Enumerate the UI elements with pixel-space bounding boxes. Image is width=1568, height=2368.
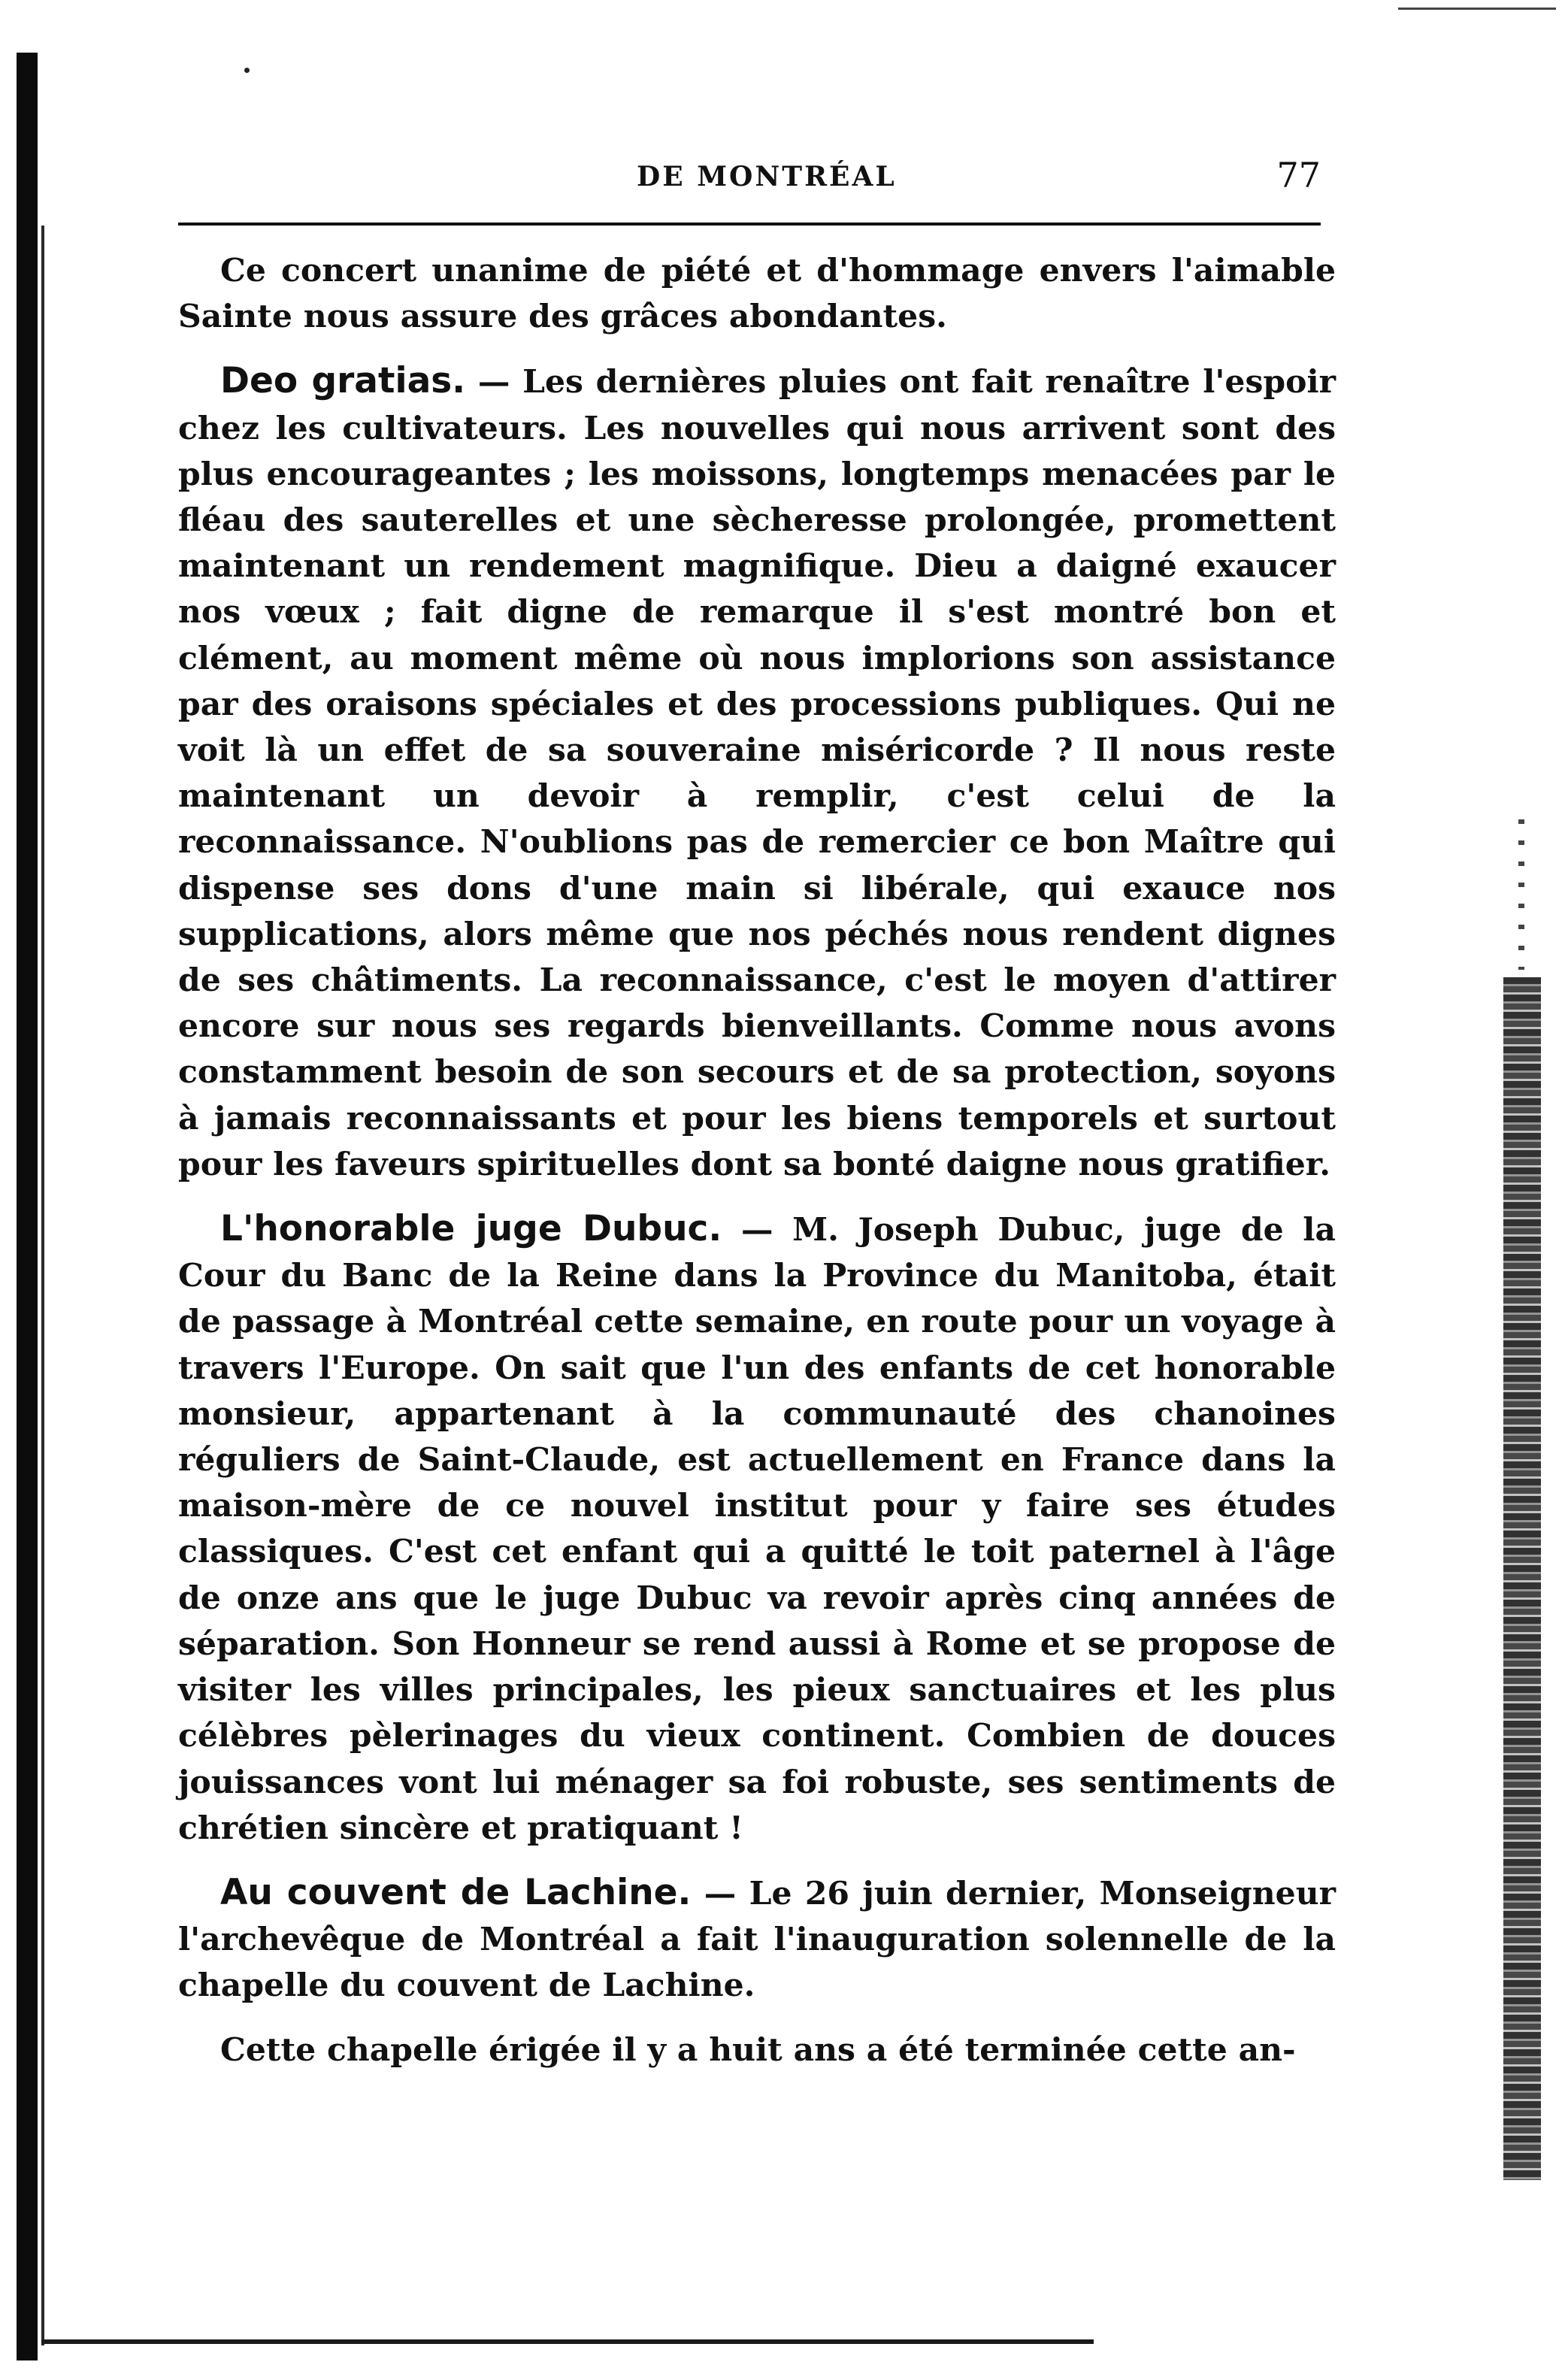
scan-bottom-edge: [41, 2339, 1094, 2344]
running-title: DE MONTRÉAL: [637, 161, 897, 192]
paragraph-text: — M. Joseph Dubuc, juge de la Cour du Banc de la Reine dans la Province du Manitoba, était de passage à Montréal cette semaine, en route pour un voyage à travers l'Europe. On sait que l'un des enfants de cet honorable monsieur, appartenant à la communauté des chanoines réguliers de Saint-Claude, est actuellement en France dans la maison-mère de ce nouvel institut pour y faire ses études classiques. C'est cet enfant qui a quitté le toit paternel à l'âge de onze ans que le juge Dubuc va revoir après cinq années de séparation. Son Honneur se rend aussi à Rome et se propose de visiter les villes principales, les pieux sanctuaires et les plus célèbres pèlerinages du vieux continent. Combien de douces jouissances vont lui ménager sa foi robuste, ses sentiments de chrétien sincère et pratiquant !: [178, 1211, 1336, 1847]
paragraph-text: Ce concert unanime de piété et d'hommage envers l'aimable Sainte nous assure des grâces abondantes.: [178, 252, 1336, 336]
page-header: [178, 155, 1321, 200]
paragraph-text: — Les dernières pluies ont fait renaître l'espoir chez les cultivateurs. Les nouvelles qui nous arrivent sont des plus encourageantes ; les moissons, longtemps menacées par le fléau des sauterelles et une sècheresse prolongée, promettent maintenant un rendement magnifique. Dieu a daigné exaucer nos vœux ; fait digne de remarque il s'est montré bon et clément, au moment même où nous implorions son assistance par des oraisons spéciales et des processions publiques. Qui ne voit là un effet de sa souveraine miséricorde ? Il nous reste maintenant un devoir à remplir, c'est celui de la reconnaissance. N'oublions pas de remercier ce bon Maître qui dispense ses dons d'une main si libérale, qui exauce nos supplications, alors même que nos péchés nous rendent dignes de ses châtiments. La reconnaissance, c'est le moyen d'attirer encore sur nous ses regards bienveillants. Comme nous avons constamment besoin de son secours et de sa protection, soyons à jamais reconnaissants et pour les biens temporels et surtout pour les faveurs spirituelles dont sa bonté daigne nous gratifier.: [178, 363, 1336, 1183]
paragraph-text: Cette chapelle érigée il y a huit ans a été terminée cette an-: [220, 2030, 1296, 2069]
scan-corner-mark: [1398, 8, 1556, 10]
scan-right-edge-noise: [1503, 977, 1541, 2180]
scan-binding-edge: [17, 53, 38, 2360]
page-number: 77: [1276, 155, 1321, 195]
header-rule: [178, 223, 1321, 226]
section-heading: Au couvent de Lachine.: [220, 1871, 692, 1913]
paragraph-juge-dubuc: [178, 1206, 1336, 1852]
scan-margin-line: [41, 226, 44, 2345]
section-heading: L'honorable juge Dubuc.: [220, 1208, 722, 1250]
body-text: [178, 248, 1336, 2073]
paragraph-deo-gratias: [178, 358, 1336, 1188]
paragraph-text: — Le 26 juin dernier, Monseigneur l'archevêque de Montréal a fait l'inauguration solennelle de la chapelle du couvent de Lachine.: [178, 1874, 1336, 2005]
paragraph-couvent-lachine: [178, 1870, 1336, 2009]
scan-right-edge-marks: [1518, 819, 1524, 970]
ink-speck: [244, 68, 250, 73]
section-heading: Deo gratias.: [220, 360, 466, 402]
paragraph-sainte: [178, 248, 1336, 340]
paragraph-chapelle: [178, 2027, 1336, 2073]
